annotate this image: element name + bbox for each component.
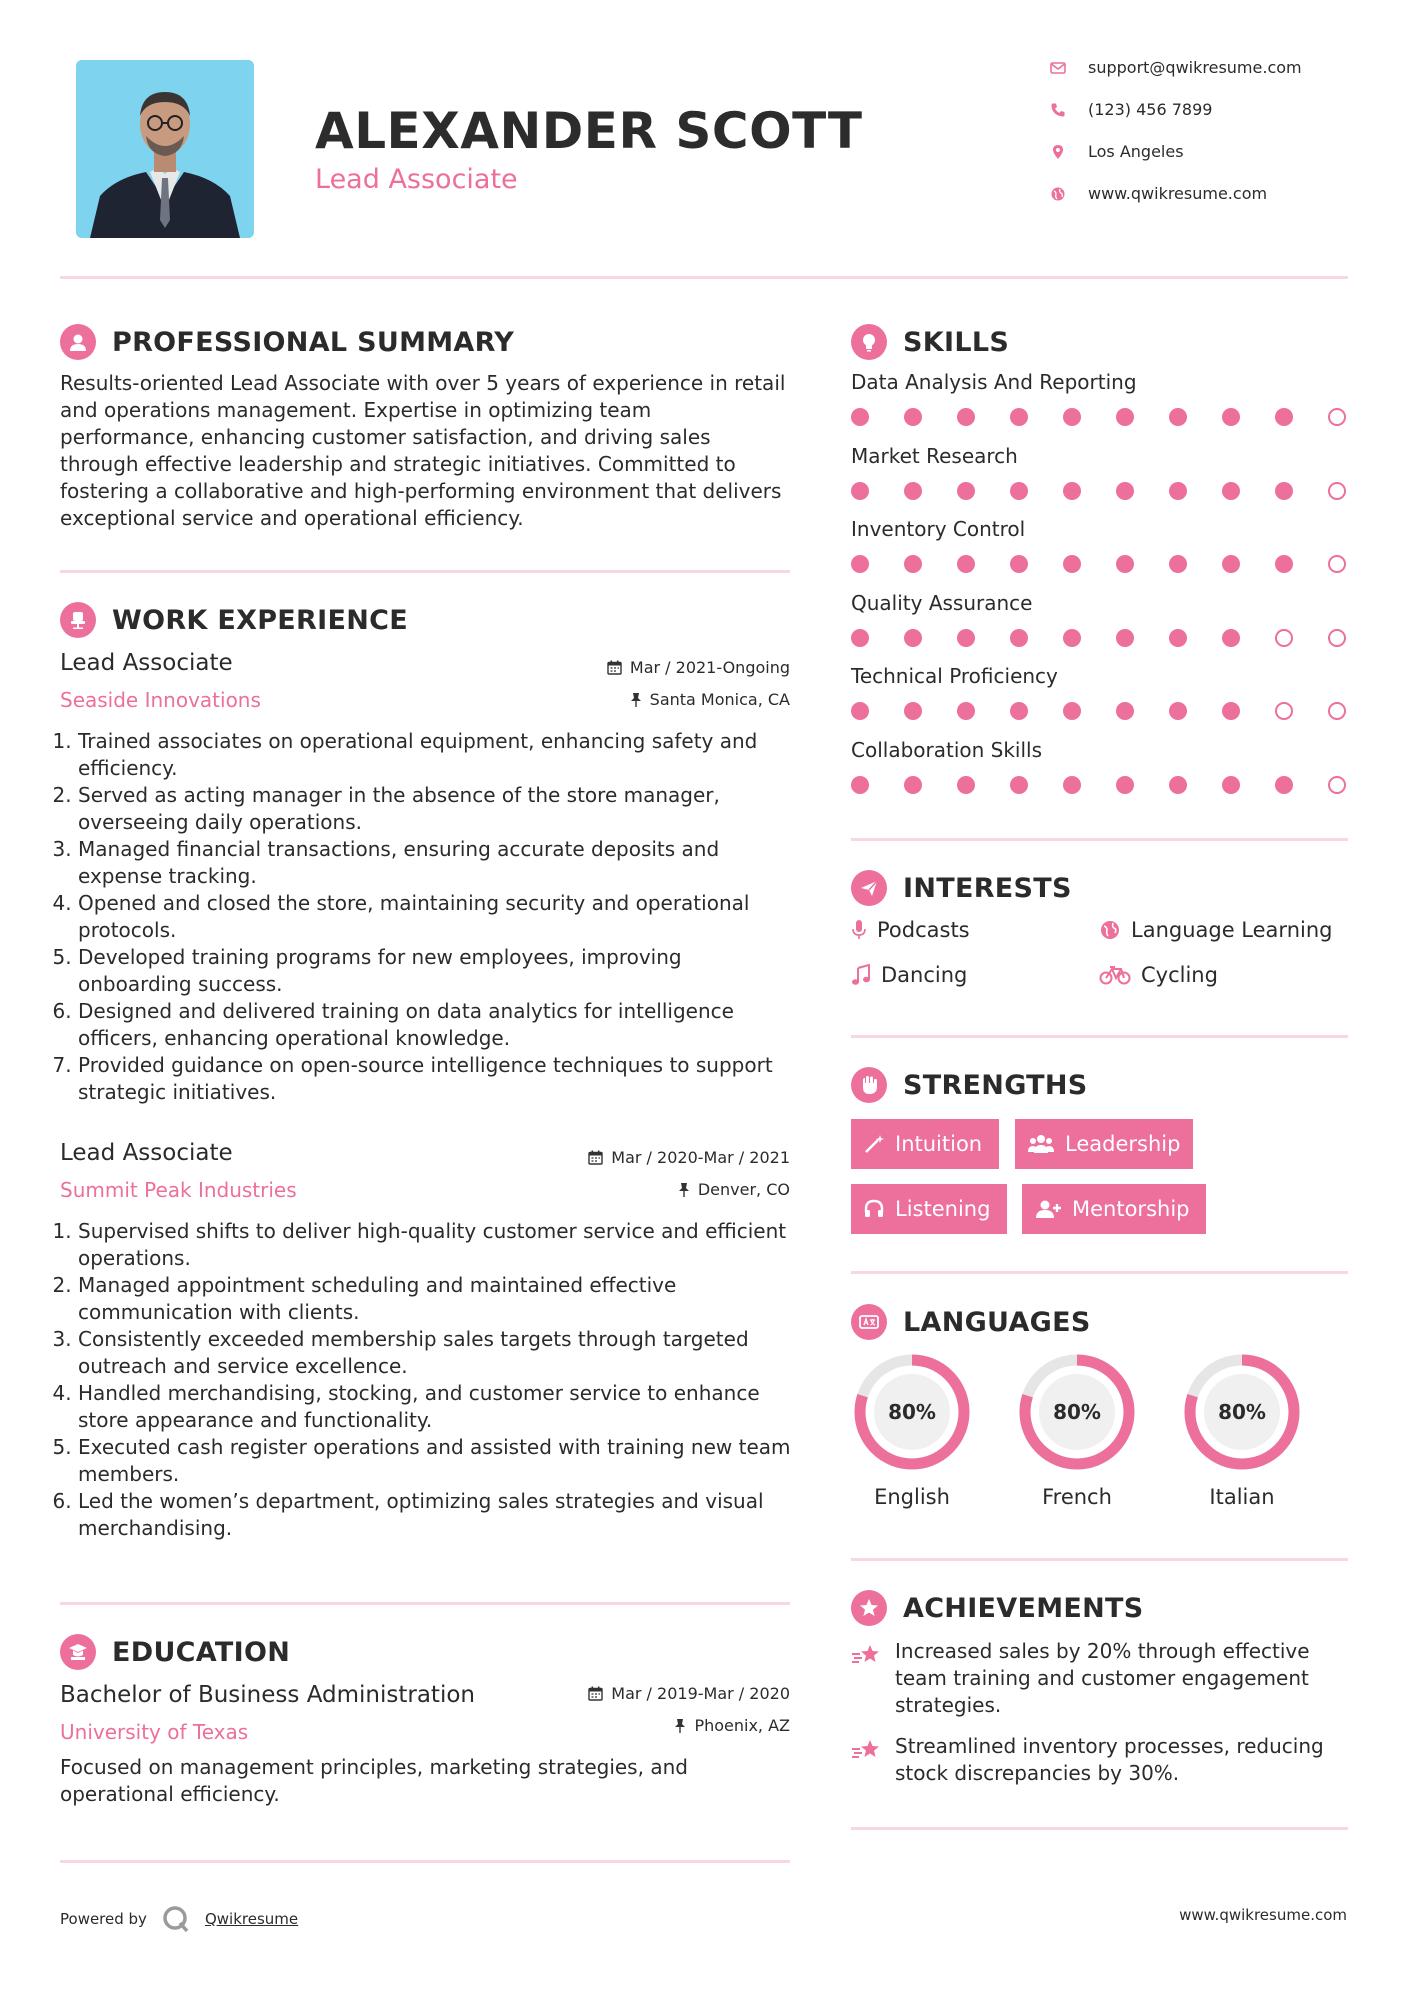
user-icon: [60, 324, 96, 360]
powered-by-label: Powered by: [60, 1910, 147, 1928]
interests-divider: [851, 1035, 1348, 1038]
rating-dot-filled: [1063, 482, 1081, 500]
rating-dot-filled: [957, 776, 975, 794]
microphone-icon: [851, 919, 867, 941]
skill-name: Market Research: [851, 443, 1018, 468]
rating-dot-filled: [957, 408, 975, 426]
language-percent: 80%: [1218, 1400, 1266, 1424]
skill-rating: [851, 629, 1347, 649]
rating-dot-filled: [851, 776, 869, 794]
language-card-icon: [851, 1304, 887, 1340]
map-pin-icon: [1050, 144, 1066, 160]
interest-label: Podcasts: [877, 918, 970, 942]
rating-dot-filled: [1222, 555, 1240, 573]
languages-title: LANGUAGES: [903, 1306, 1091, 1338]
lightbulb-icon: [851, 324, 887, 360]
skills-title: SKILLS: [903, 326, 1010, 358]
rating-dot-filled: [957, 482, 975, 500]
interest-dancing: [851, 963, 967, 987]
language-progress-ring: [1181, 1351, 1303, 1473]
fist-icon: [851, 1067, 887, 1103]
education-location-text: Phoenix, AZ: [694, 1716, 790, 1735]
skill-rating: [851, 555, 1347, 575]
rating-dot-filled: [904, 482, 922, 500]
education-school: University of Texas: [60, 1720, 249, 1744]
rating-dot-filled: [1275, 776, 1293, 794]
rating-dot-filled: [851, 555, 869, 573]
achievements-divider: [851, 1827, 1348, 1830]
strength-mentorship: [1022, 1184, 1206, 1234]
rating-dot-filled: [1116, 776, 1134, 794]
rating-dot-filled: [851, 482, 869, 500]
rating-dot-filled: [1116, 702, 1134, 720]
rating-dot-filled: [904, 776, 922, 794]
qwikresume-link[interactable]: Qwikresume: [204, 1910, 299, 1928]
job-2-title: Lead Associate: [60, 1140, 233, 1166]
interest-cycling: [1099, 963, 1218, 987]
rating-dot-filled: [1169, 555, 1187, 573]
rating-dot-empty: [1328, 776, 1346, 794]
interest-language-learning: [1099, 918, 1332, 942]
contact-email-text: support@qwikresume.com: [1088, 58, 1302, 77]
list-item: 6. Designed and delivered training on data analytics for intelligence officers, enhancing operational knowledge.: [78, 998, 795, 1052]
interests-heading: [851, 870, 1072, 906]
job-1-company: Seaside Innovations: [60, 688, 261, 712]
rating-dot-filled: [1169, 408, 1187, 426]
rating-dot-filled: [1116, 629, 1134, 647]
achievement-item: [851, 1733, 1348, 1787]
calendar-icon: [588, 1150, 603, 1165]
rating-dot-filled: [1169, 776, 1187, 794]
rating-dot-filled: [904, 702, 922, 720]
rating-dot-filled: [1275, 555, 1293, 573]
globe-icon: [1099, 919, 1121, 941]
summary-text: Results-oriented Lead Associate with over 5 years of experience in retail and operations management. Expertise in optimizing team performance, enhancing customer satisfaction, and driving sales through effective leadership and strategic initiatives. Committed to fostering a collaborative and high-performing environment that delivers exceptional service and operational efficiency.: [60, 371, 786, 530]
profile-photo: [76, 60, 254, 238]
rating-dot-filled: [1222, 629, 1240, 647]
list-item: 2. Served as acting manager in the absence of the store manager, overseeing daily operations.: [78, 782, 795, 836]
rating-dot-filled: [1169, 482, 1187, 500]
strength-label: Mentorship: [1072, 1197, 1190, 1221]
rating-dot-filled: [904, 629, 922, 647]
envelope-icon: [1050, 60, 1066, 76]
language-progress-ring: [1016, 1351, 1138, 1473]
qwikresume-logo-icon: [161, 1904, 191, 1934]
pushpin-icon: [630, 692, 642, 707]
list-item: 7. Provided guidance on open-source intelligence techniques to support strategic initiatives.: [78, 1052, 795, 1106]
skill-name: Collaboration Skills: [851, 737, 1043, 762]
rating-dot-filled: [1222, 702, 1240, 720]
magic-wand-icon: [863, 1133, 885, 1155]
rating-dot-filled: [1010, 776, 1028, 794]
rating-dot-empty: [1328, 702, 1346, 720]
candidate-role: Lead Associate: [315, 164, 518, 195]
rating-dot-filled: [957, 629, 975, 647]
interest-label: Cycling: [1141, 963, 1218, 987]
list-item: 3. Consistently exceeded membership sales targets through targeted outreach and service excellence.: [78, 1326, 795, 1380]
list-item: 2. Managed appointment scheduling and maintained effective communication with clients.: [78, 1272, 795, 1326]
interest-label: Dancing: [881, 963, 968, 987]
list-item: 6. Led the women’s department, optimizing sales strategies and visual merchandising.: [78, 1488, 795, 1542]
rating-dot-filled: [1063, 555, 1081, 573]
rating-dot-empty: [1275, 702, 1293, 720]
work-title: WORK EXPERIENCE: [112, 604, 408, 636]
list-item: 5. Developed training programs for new employees, improving onboarding success.: [78, 944, 795, 998]
candidate-name: ALEXANDER SCOTT: [315, 102, 863, 160]
job-1-dates: [607, 658, 790, 677]
chair-icon: [60, 602, 96, 638]
skills-heading: [851, 324, 1009, 360]
job-1-location-text: Santa Monica, CA: [649, 690, 790, 709]
skill-name: Technical Proficiency: [851, 664, 1058, 688]
paper-plane-icon: [851, 870, 887, 906]
rating-dot-empty: [1328, 408, 1346, 426]
shooting-star-icon: [851, 1733, 895, 1787]
rating-dot-filled: [957, 555, 975, 573]
list-item: 1. Trained associates on operational equipment, enhancing safety and efficiency.: [78, 728, 795, 782]
contact-location-text: Los Angeles: [1088, 142, 1184, 161]
rating-dot-filled: [1169, 629, 1187, 647]
rating-dot-filled: [1010, 629, 1028, 647]
rating-dot-filled: [851, 408, 869, 426]
job-2-company: Summit Peak Industries: [60, 1178, 297, 1202]
list-item: 4. Handled merchandising, stocking, and customer service to enhance store appearance and functionality.: [78, 1380, 795, 1434]
job-2-responsibilities: [60, 1218, 795, 1542]
rating-dot-filled: [1063, 629, 1081, 647]
rating-dot-filled: [957, 702, 975, 720]
work-divider: [60, 1602, 790, 1605]
language-name: Italian: [1209, 1485, 1275, 1509]
interest-podcasts: [851, 918, 970, 942]
bicycle-icon: [1099, 964, 1131, 986]
language-percent: 80%: [888, 1400, 936, 1424]
skill-name: Data Analysis And Reporting: [851, 370, 1137, 394]
job-2-location-text: Denver, CO: [697, 1180, 790, 1199]
rating-dot-empty: [1328, 482, 1346, 500]
pushpin-icon: [678, 1182, 690, 1197]
strength-listening: [851, 1184, 1007, 1234]
strength-leadership: [1015, 1119, 1193, 1169]
contact-phone-text: (123) 456 7899: [1088, 100, 1213, 119]
strength-label: Leadership: [1065, 1132, 1181, 1156]
summary-title: PROFESSIONAL SUMMARY: [112, 326, 515, 358]
education-title: EDUCATION: [112, 1636, 291, 1668]
header-divider: [60, 276, 1348, 279]
language-name: English: [874, 1485, 950, 1509]
pushpin-icon: [674, 1718, 686, 1733]
skills-divider: [851, 838, 1348, 841]
rating-dot-filled: [1063, 702, 1081, 720]
skill-rating: [851, 408, 1347, 428]
achievement-text: Increased sales by 20% through effective team training and customer engagement strategies.: [895, 1639, 1310, 1717]
achievements-title: ACHIEVEMENTS: [903, 1592, 1144, 1624]
language-name: French: [1042, 1485, 1112, 1509]
education-dates: [588, 1684, 790, 1703]
rating-dot-filled: [1116, 482, 1134, 500]
list-item: 1. Supervised shifts to deliver high-quality customer service and efficient operations.: [78, 1218, 795, 1272]
rating-dot-filled: [1116, 555, 1134, 573]
skill-name: Quality Assurance: [851, 590, 1033, 615]
strength-intuition: [851, 1119, 999, 1169]
education-location: [674, 1716, 790, 1735]
list-item: 3. Managed financial transactions, ensuring accurate deposits and expense tracking.: [78, 836, 795, 890]
rating-dot-filled: [904, 408, 922, 426]
language-progress-ring: [851, 1351, 973, 1473]
contact-website-text: www.qwikresume.com: [1088, 184, 1268, 203]
job-1-responsibilities: [60, 728, 795, 1106]
achievement-text: Streamlined inventory processes, reducing stock discrepancies by 30%.: [895, 1734, 1324, 1785]
rating-dot-filled: [1063, 776, 1081, 794]
rating-dot-filled: [851, 702, 869, 720]
education-dates-text: Mar / 2019-Mar / 2020: [611, 1684, 790, 1703]
rating-dot-filled: [1275, 408, 1293, 426]
job-1-location: [630, 690, 790, 709]
globe-icon: [1050, 186, 1066, 202]
languages-divider: [851, 1558, 1348, 1561]
rating-dot-filled: [1275, 482, 1293, 500]
list-item: 5. Executed cash register operations and assisted with training new team members.: [78, 1434, 795, 1488]
job-1-dates-text: Mar / 2021-Ongoing: [629, 658, 790, 677]
skill-rating: [851, 702, 1347, 722]
strengths-divider: [851, 1271, 1348, 1274]
strengths-heading: [851, 1067, 1088, 1103]
interest-label: Language Learning: [1131, 918, 1333, 942]
work-heading: [60, 602, 408, 638]
graduate-icon: [60, 1634, 96, 1670]
skill-rating: [851, 482, 1347, 502]
footer-url[interactable]: www.qwikresume.com: [1179, 1906, 1347, 1924]
strength-label: Intuition: [895, 1132, 983, 1156]
rating-dot-filled: [851, 629, 869, 647]
rating-dot-filled: [1116, 408, 1134, 426]
music-note-icon: [851, 964, 871, 986]
rating-dot-filled: [1063, 408, 1081, 426]
strength-label: Listening: [895, 1197, 991, 1221]
achievement-item: [851, 1638, 1348, 1719]
rating-dot-empty: [1328, 629, 1346, 647]
job-2-location: [678, 1180, 790, 1199]
user-plus-icon: [1034, 1198, 1062, 1220]
shooting-star-icon: [851, 1638, 895, 1719]
headphones-icon: [863, 1198, 885, 1220]
skill-name: Inventory Control: [851, 517, 1026, 541]
summary-divider: [60, 570, 790, 573]
education-degree: Bachelor of Business Administration: [60, 1682, 475, 1708]
skill-rating: [851, 776, 1347, 796]
rating-dot-filled: [1010, 408, 1028, 426]
rating-dot-empty: [1328, 555, 1346, 573]
rating-dot-empty: [1275, 629, 1293, 647]
language-percent: 80%: [1053, 1400, 1101, 1424]
education-heading: [60, 1634, 290, 1670]
rating-dot-filled: [1010, 702, 1028, 720]
interests-title: INTERESTS: [903, 872, 1072, 904]
calendar-icon: [588, 1686, 603, 1701]
footer-powered-by: [60, 1904, 298, 1934]
rating-dot-filled: [1010, 555, 1028, 573]
rating-dot-filled: [1222, 776, 1240, 794]
education-description: Focused on management principles, marketing strategies, and operational efficiency.: [60, 1755, 688, 1806]
star-badge-icon: [851, 1590, 887, 1626]
rating-dot-filled: [1010, 482, 1028, 500]
calendar-icon: [607, 660, 622, 675]
rating-dot-filled: [1222, 482, 1240, 500]
education-divider: [60, 1860, 790, 1863]
list-item: 4. Opened and closed the store, maintaining security and operational protocols.: [78, 890, 795, 944]
job-2-dates-text: Mar / 2020-Mar / 2021: [611, 1148, 790, 1167]
rating-dot-filled: [1169, 702, 1187, 720]
languages-heading: [851, 1304, 1091, 1340]
summary-heading: [60, 324, 514, 360]
job-1-title: Lead Associate: [60, 650, 233, 676]
achievements-heading: [851, 1590, 1144, 1626]
rating-dot-filled: [904, 555, 922, 573]
job-2-dates: [588, 1148, 790, 1167]
phone-icon: [1050, 102, 1066, 118]
strengths-title: STRENGTHS: [903, 1069, 1088, 1101]
rating-dot-filled: [1222, 408, 1240, 426]
users-icon: [1027, 1133, 1055, 1155]
